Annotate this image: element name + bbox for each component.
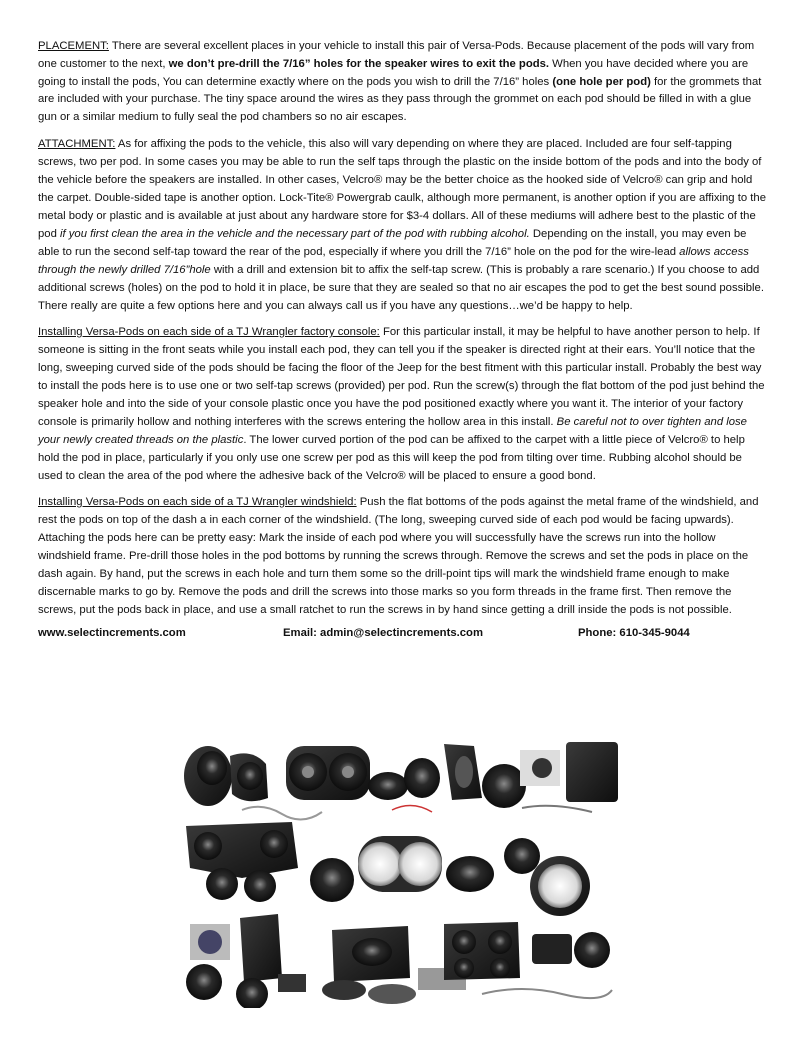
windshield-install-paragraph: Installing Versa-Pods on each side of a TJ Wrangler windshield: Push the flat bottoms of the pods against the metal frame of the windshield, and rest the pods on top of the dash a in each corner of the windshield. (The long, sweeping curved side of each pod would be facing upwards). Attaching the pods here can be pretty easy: Mark the inside of each pod where you will successfully have the screws run into the hollow windshield frame. Pre-drill those holes in the pod bottoms by running the screws through. Remove the screws and set the pods in place on the dash again. By hand, put the screws in each hole and turn them some so the drill-point tips will mark the windshield frame enough to make discernable marks to go by. Remove the pods and drill the screws into those marks so you form threads in the frame first. Then remove the screws, put the pods back in place, and use a small ratchet to run the screws in by hand since getting a drill inside the pods is not possible. [38, 495, 759, 616]
console-install-paragraph: Installing Versa-Pods on each side of a TJ Wrangler factory console: For this particular install, it may be helpful to have another person to help. If someone is sitting in the front seats while you install each pod, they can tell you if the speaker is directed right at their ears. You’ll notice that the long, sweeping curved side of the pods should be facing the floor of the Jeep for the best fitment with this particular install. Probably the best way to install the pods here is to use one or two self-tap screws (provided) per pod. Run the screw(s) through the flat bottom of the pod just behind the speaker hole and into the side of your console plastic once you have the pod positioned exactly where you want it. The interior of your factory console is primarily hollow and nothing interferes with the screws entering the hollow area in this install. Be careful not to over tighten and lose your newly created threads on the plastic. The lower curved portion of the pod can be affixed to the carpet with a little piece of Velcro® to help hold the pod in place, particularly if you only use one screw per pod as this will keep the pod from tilting over time. Rubbing alcohol should be used to clean the area of the pod where the adhesive back of the Velcro® will be placed to ensure a good bond. [38, 325, 765, 482]
website-link[interactable]: www.selectincrements.com [38, 626, 186, 639]
phone-text: Phone: 610-345-9044 [578, 626, 690, 639]
windshield-install-heading: Installing Versa-Pods on each side of a TJ Wrangler windshield: [38, 495, 357, 508]
placement-paragraph: PLACEMENT: There are several excellent places in your vehicle to install this pair of Versa-Pods. Because placement of the pods will vary from one customer to the next, we don’t pre-drill the 7/16” holes for the speaker wires to exit the pods. When you have decided where you are going to install the pods, You can determine exactly where on the pods you wish to drill the 7/16” holes (one hole per pod) for the grommets that are included with your purchase. The tiny space around the wires as they pass through the grommet on each pod should be filled in with a glue gun or a similar medium to fully seal the pod chambers so no air escapes. [38, 40, 762, 124]
console-install-italic: Be careful not to over tighten and lose your newly created threads on the plastic [38, 415, 747, 446]
placement-emphasis-2: (one hole per pod) [552, 75, 651, 88]
attachment-italic-1: if you first clean the area in the vehicle and the necessary part of the pod with rubbing alcohol. [60, 227, 530, 240]
contact-line [38, 627, 766, 647]
placement-emphasis: we don’t pre-drill the 7/16” holes for the speaker wires to exit the pods. [168, 57, 550, 70]
email-text: Email: admin@selectincrements.com [283, 626, 483, 639]
placement-heading: PLACEMENT: [38, 40, 109, 52]
attachment-italic-2: allows access through the newly drilled 7/16”hole [38, 245, 749, 276]
console-install-heading: Installing Versa-Pods on each side of a TJ Wrangler factory console: [38, 325, 380, 338]
attachment-heading: ATTACHMENT: [38, 137, 116, 150]
attachment-paragraph: ATTACHMENT: As for affixing the pods to the vehicle, this also will vary depending on where they are placed. Included are four self-tapping screws, two per pod. In some cases you may be able to run the self taps through the plastic on the inside bottom of the pods and into the body of the vehicle before the speakers are installed. In other cases, Velcro® may be the better choice as the hooked side of Velcro® can grip and hold the carpet. Double-sided tape is another option. Lock-Tite® Powergrab caulk, although more permanent, is another option if you are affixing to the metal body or plastic and is available at just about any hardware store for $3-4 dollars. All of these mediums will adhere best to the plastic of the pod if you first clean the area in the vehicle and the necessary part of the pod with rubbing alcohol. Depending on the install, you may even be able to run the second self-tap toward the rear of the pod, especially if where you drill the 7/16” hole on the pod for the wire-lead allows access through the newly drilled 7/16”hole with a drill and extension bit to affix the self-tap screw. (This is probably a rare scenario.) If you choose to add additional screws (holes) on the pod to hold it in place, be sure that they are sealed so that no air escapes the pod to get the best sound possible. There really are quite a few options here and you can always call us if you have any questions…we’d be happy to help. [38, 137, 766, 312]
document-page [38, 38, 766, 647]
product-collage-image [182, 738, 620, 1008]
